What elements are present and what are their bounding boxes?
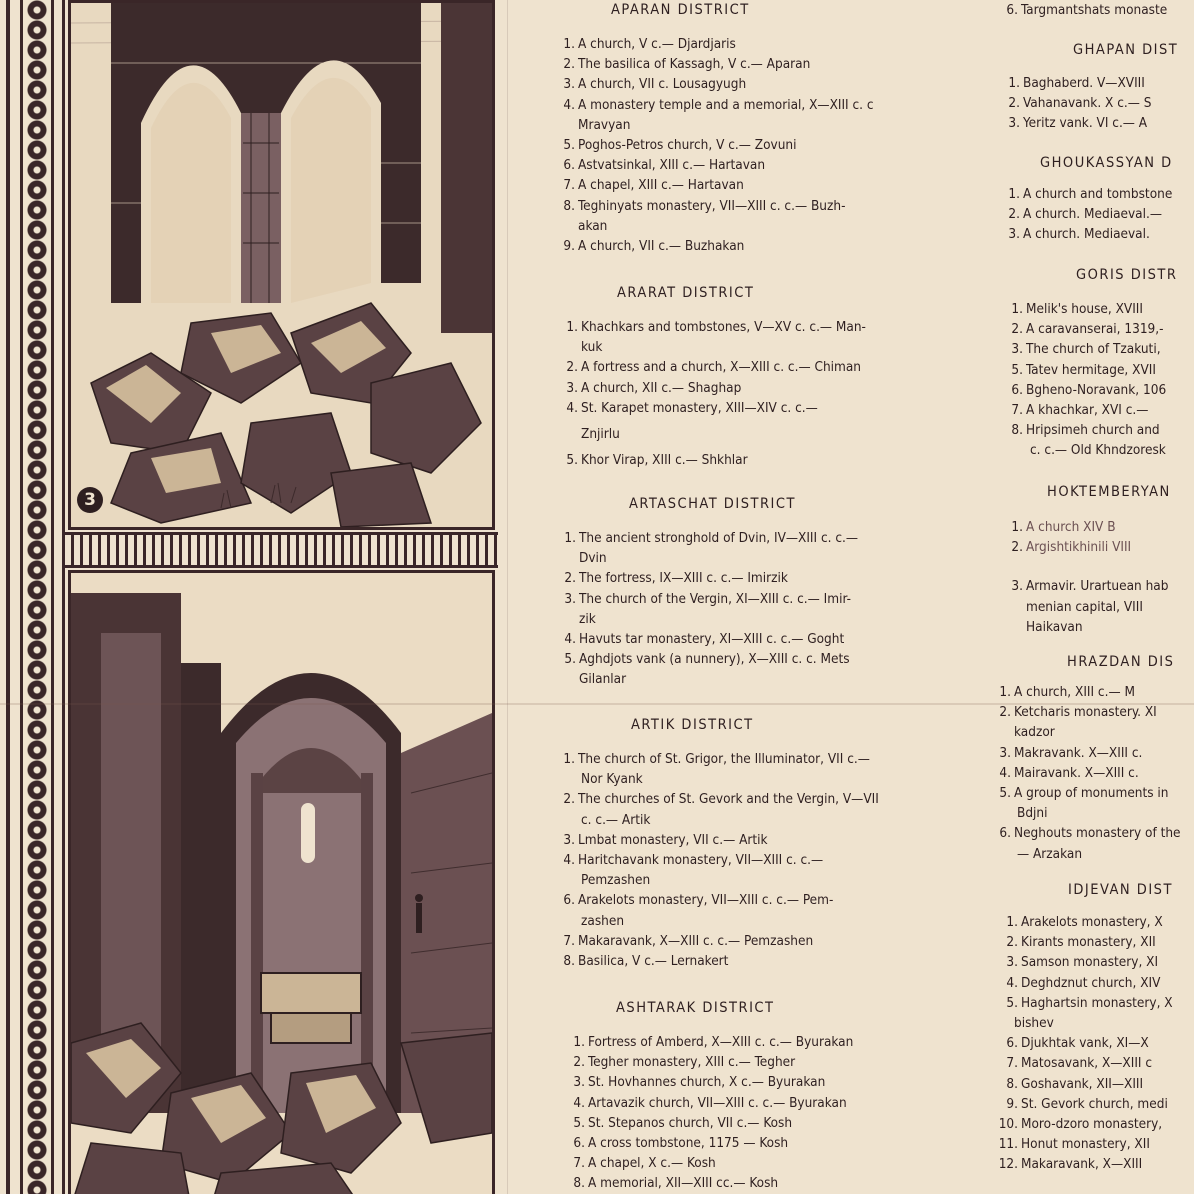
monument-list <box>998 912 1173 1175</box>
item-text: — Arzakan <box>1017 845 1083 862</box>
item-text: The church of St. Grigor, the Illuminator, VII c.— <box>578 751 870 767</box>
list-item <box>1011 339 1166 359</box>
list-item <box>1008 224 1172 244</box>
item-number: 5. <box>1011 361 1023 378</box>
item-number: 2. <box>1006 934 1018 951</box>
item-text: Djukhtak vank, XI—X <box>1021 1035 1149 1052</box>
item-number: 3. <box>563 76 575 93</box>
item-text: Neghouts monastery of the <box>1014 825 1181 842</box>
item-text: Goshavank, XII—XIII <box>1021 1075 1144 1092</box>
item-number: 1. <box>573 1034 585 1050</box>
item-text: Bgheno-Noravank, 106 <box>1026 381 1167 398</box>
list-item <box>1008 204 1172 224</box>
item-text: The ancient stronghold of Dvin, IV—XIII c. c.— <box>579 530 859 546</box>
item-number: 4. <box>573 1094 585 1111</box>
item-text: c. c.— Old Khndzoresk <box>1030 442 1166 459</box>
item-text: Haikavan <box>1026 618 1083 635</box>
item-text: A chapel, XIII c.— Hartavan <box>578 177 744 194</box>
item-text: A church, V c.— Djardjaris <box>578 36 736 52</box>
district-heading: ARARAT DISTRICT <box>617 285 755 301</box>
item-text: Tatev hermitage, XVII <box>1026 361 1156 378</box>
item-number: 1. <box>1008 75 1020 91</box>
district-heading: ARTIK DISTRICT <box>631 717 754 733</box>
list-item <box>1008 113 1151 133</box>
item-number: 6. <box>1006 2 1018 18</box>
list-item <box>1008 73 1151 93</box>
item-number: 4. <box>999 764 1011 781</box>
item-number: 2. <box>1011 321 1023 338</box>
item-text: Bdjni <box>1017 805 1048 822</box>
item-number: 1. <box>999 684 1011 700</box>
item-number: 1. <box>564 530 576 546</box>
item-text: Armavir. Urartuean hab <box>1026 578 1169 595</box>
list-item <box>1006 0 1168 20</box>
monument-list <box>1011 299 1167 461</box>
item-number: 7. <box>1011 402 1023 419</box>
item-text: Arakelots monastery, VII—XIII c. c.— Pem- <box>578 892 834 909</box>
item-number: 12. <box>998 1156 1018 1173</box>
item-number: 7. <box>563 177 575 194</box>
list-item <box>999 783 1181 823</box>
item-number: 7. <box>563 932 575 949</box>
item-text: Teghinyats monastery, VII—XIII c. c.— Buzh- <box>578 197 846 214</box>
item-text: Matosavank, X—XIII c <box>1021 1055 1153 1072</box>
list-item <box>1006 1074 1173 1094</box>
item-number: 5. <box>564 651 576 668</box>
list-item <box>1006 1033 1173 1053</box>
list-item <box>999 763 1181 783</box>
item-text: Makaravank, X—XIII c. c.— Pemzashen <box>578 932 814 949</box>
item-text: Pemzashen <box>581 872 651 889</box>
item-text: St. Hovhannes church, X c.— Byurakan <box>588 1074 826 1091</box>
list-item <box>999 823 1181 863</box>
item-text: St. Gevork church, medi <box>1021 1095 1168 1112</box>
item-text: A caravanserai, 1319,- <box>1026 321 1164 338</box>
item-text: Havuts tar monastery, XI—XIII c. c.— Goght <box>579 631 845 648</box>
item-text: A memorial, XII—XIII cc.— Kosh <box>588 1175 779 1192</box>
item-number: 2. <box>1011 539 1023 556</box>
item-number: 2. <box>563 791 575 808</box>
item-text: A church, XII c.— Shaghap <box>581 379 742 396</box>
monument-list <box>1011 517 1169 637</box>
item-number: 8. <box>1006 1075 1018 1092</box>
item-number: 6. <box>1011 381 1023 398</box>
list-item <box>998 1114 1173 1134</box>
item-number: 2. <box>566 359 578 376</box>
item-number: 4. <box>566 399 578 416</box>
item-number: 6. <box>999 825 1011 842</box>
list-item <box>1011 380 1167 400</box>
item-text: A church, XIII c.— M <box>1014 684 1135 700</box>
item-text: Dvin <box>579 550 607 567</box>
item-text: Artavazik church, VII—XIII c. c.— Byurakan <box>588 1094 847 1111</box>
district-heading: ARTASCHAT DISTRICT <box>629 496 796 512</box>
item-number: 3. <box>999 744 1011 761</box>
list-item <box>998 1154 1173 1174</box>
district-heading: HOKTEMBERYAN <box>1047 484 1171 500</box>
list-item <box>1011 319 1166 339</box>
item-number: 8. <box>573 1175 585 1192</box>
item-text: Ketcharis monastery. XI <box>1014 704 1157 721</box>
item-number: 2. <box>573 1054 585 1071</box>
item-text: The basilica of Kassagh, V c.— Aparan <box>578 56 811 73</box>
item-number: 3. <box>564 590 576 607</box>
item-text: Lmbat monastery, VII c.— Artik <box>578 831 768 848</box>
item-number: 3. <box>1011 578 1023 595</box>
item-text: Poghos-Petros church, V c.— Zovuni <box>578 137 797 154</box>
item-text: Targmantshats monaste <box>1021 2 1168 18</box>
item-text: The churches of St. Gevork and the Vergin, V—VII <box>578 791 879 808</box>
item-number: 3. <box>1011 341 1023 358</box>
item-text: The fortress, IX—XIII c. c.— Imirzik <box>579 570 788 587</box>
item-text: kuk <box>581 339 603 356</box>
district-heading: HRAZDAN DIS <box>1067 654 1175 670</box>
item-number: 3. <box>1006 954 1018 971</box>
item-number: 3. <box>1008 115 1020 132</box>
list-item <box>1011 517 1168 537</box>
item-number: 3. <box>563 831 575 848</box>
item-text: A church XIV B <box>1026 519 1116 535</box>
monument-list <box>1008 73 1152 134</box>
item-number: 4. <box>563 96 575 113</box>
item-number: 2. <box>1008 95 1020 112</box>
item-text: bishev <box>1014 1015 1054 1032</box>
item-text: Znjirlu <box>581 426 620 443</box>
item-number: 6. <box>563 157 575 174</box>
item-text: A church, VII c.— Buzhakan <box>578 238 745 255</box>
list-item <box>1006 912 1173 932</box>
item-number: 2. <box>564 570 576 587</box>
district-heading: GHAPAN DIST <box>1073 42 1179 58</box>
item-text: St. Stepanos church, VII c.— Kosh <box>588 1114 793 1131</box>
item-text: Basilica, V c.— Lernakert <box>578 953 729 970</box>
item-text: A monastery temple and a memorial, X—XIII c. c <box>578 96 874 113</box>
item-number: 1. <box>566 319 578 335</box>
item-text: Honut monastery, XII <box>1021 1136 1150 1153</box>
item-text: A church, VII c. Lousagyugh <box>578 76 747 93</box>
item-text: A church. Mediaeval.— <box>1023 206 1162 223</box>
item-text: menian capital, VIII <box>1026 598 1143 615</box>
item-text: Melik's house, XVIII <box>1026 301 1143 317</box>
item-number: 7. <box>573 1155 585 1172</box>
item-number: 6. <box>573 1135 585 1152</box>
list-item <box>1006 993 1173 1033</box>
item-text: c. c.— Artik <box>581 811 651 828</box>
item-number: 9. <box>1006 1095 1018 1112</box>
item-text: Kirants monastery, XII <box>1021 934 1156 951</box>
list-item <box>1006 1053 1173 1073</box>
item-number: 5. <box>563 137 575 154</box>
illustration-number-badge: 3 <box>77 487 103 513</box>
item-number: 3. <box>1008 226 1020 243</box>
item-number: 1. <box>1006 914 1018 930</box>
item-text: St. Karapet monastery, XIII—XIV c. c.— <box>581 399 818 416</box>
list-item <box>1006 1094 1173 1114</box>
item-number: 9. <box>563 238 575 255</box>
item-text: Yeritz vank. VI c.— A <box>1023 115 1148 132</box>
item-number: 4. <box>563 852 575 869</box>
item-text: A group of monuments in <box>1014 785 1169 802</box>
item-text: Tegher monastery, XIII c.— Tegher <box>588 1054 796 1071</box>
list-item <box>999 743 1181 763</box>
item-number: 5. <box>1006 994 1018 1011</box>
list-item <box>999 682 1181 702</box>
item-text: Gilanlar <box>579 671 627 688</box>
item-text: The church of Tzakuti, <box>1026 341 1161 358</box>
item-number: 8. <box>1011 422 1023 439</box>
list-item <box>1006 932 1173 952</box>
item-number: 2. <box>563 56 575 73</box>
item-text: zashen <box>581 912 625 929</box>
item-number: 1. <box>1011 301 1023 317</box>
item-number: 11. <box>998 1136 1018 1153</box>
item-text: Fortress of Amberd, X—XIII c. c.— Byurakan <box>588 1034 854 1050</box>
monument-list <box>999 682 1181 864</box>
item-number: 2. <box>999 704 1011 721</box>
item-number: 1. <box>563 751 575 767</box>
item-number: 7. <box>1006 1055 1018 1072</box>
district-heading: GHOUKASSYAN D <box>1040 155 1173 171</box>
item-text: Makaravank, X—XIII <box>1021 1156 1143 1173</box>
list-item <box>1011 420 1166 460</box>
item-number: 3. <box>566 379 578 396</box>
list-item <box>998 1134 1173 1154</box>
list-item <box>1006 973 1173 993</box>
item-text: Samson monastery, XI <box>1021 954 1159 971</box>
item-number: 4. <box>564 631 576 648</box>
item-text: Haritchavank monastery, VII—XIII c. c.— <box>578 852 824 869</box>
district-heading: IDJEVAN DIST <box>1068 882 1173 898</box>
item-text: Moro-dzoro monastery, <box>1021 1116 1163 1133</box>
item-number: 6. <box>1006 1035 1018 1052</box>
item-text: A khachkar, XVI c.— <box>1026 402 1149 419</box>
item-text: Deghdznut church, XIV <box>1021 974 1161 991</box>
item-text: zik <box>579 610 596 627</box>
item-text: Khachkars and tombstones, V—XV c. c.— Man- <box>581 319 866 335</box>
item-text: Haghartsin monastery, X <box>1021 994 1173 1011</box>
item-number: 5. <box>573 1114 585 1131</box>
item-text: Makravank. X—XIII c. <box>1014 744 1143 761</box>
item-text: Vahanavank. X c.— S <box>1023 95 1152 112</box>
item-text: kadzor <box>1014 724 1055 741</box>
list-item <box>1008 184 1173 204</box>
item-text: Khor Virap, XIII c.— Shkhlar <box>581 452 748 469</box>
item-number: 5. <box>566 452 578 469</box>
item-text: Aghdjots vank (a nunnery), X—XIII c. c. Mets <box>579 651 850 668</box>
item-number: 8. <box>563 197 575 214</box>
item-text: Baghaberd. V—XVIII <box>1023 75 1145 91</box>
list-item <box>1011 360 1166 380</box>
item-text: A fortress and a church, X—XIII c. c.— Chiman <box>581 359 861 376</box>
item-text: Mravyan <box>578 116 631 133</box>
item-number: 2. <box>1008 206 1020 223</box>
item-text: Arakelots monastery, X <box>1021 914 1163 930</box>
list-item <box>1011 299 1166 319</box>
district-heading: GORIS DISTR <box>1076 267 1178 283</box>
item-text: A church and tombstone <box>1023 186 1173 202</box>
item-text: A chapel, X c.— Kosh <box>588 1155 716 1172</box>
list-item <box>1011 400 1166 420</box>
list-item <box>999 702 1181 742</box>
item-text: Hripsimeh church and <box>1026 422 1160 439</box>
monument-list <box>1008 184 1173 245</box>
district-heading: APARAN DISTRICT <box>611 2 750 18</box>
item-number: 3. <box>573 1074 585 1091</box>
list-item <box>1011 537 1168 557</box>
list-item <box>1011 576 1169 637</box>
item-number: 6. <box>563 892 575 909</box>
district-heading: ASHTARAK DISTRICT <box>616 1000 775 1016</box>
item-text: Argishtikhinili VIII <box>1026 539 1132 556</box>
item-text: Astvatsinkal, XIII c.— Hartavan <box>578 157 766 174</box>
item-number: 1. <box>1008 186 1020 202</box>
item-text: The church of the Vergin, XI—XIII c. c.— Imir- <box>579 590 851 607</box>
item-text: Nor Kyank <box>581 771 643 788</box>
item-number: 4. <box>1006 974 1018 991</box>
monument-list <box>1006 0 1168 20</box>
item-number: 1. <box>1011 519 1023 535</box>
item-number: 10. <box>998 1116 1018 1133</box>
item-number: 8. <box>563 953 575 970</box>
item-text: akan <box>578 217 608 234</box>
list-item <box>1008 93 1152 113</box>
item-text: A cross tombstone, 1175 — Kosh <box>588 1135 789 1152</box>
item-text: A church. Mediaeval. <box>1023 226 1150 243</box>
item-text: Mairavank. X—XIII c. <box>1014 764 1139 781</box>
item-number: 1. <box>563 36 575 52</box>
list-item <box>1006 952 1173 972</box>
item-number: 5. <box>999 785 1011 802</box>
